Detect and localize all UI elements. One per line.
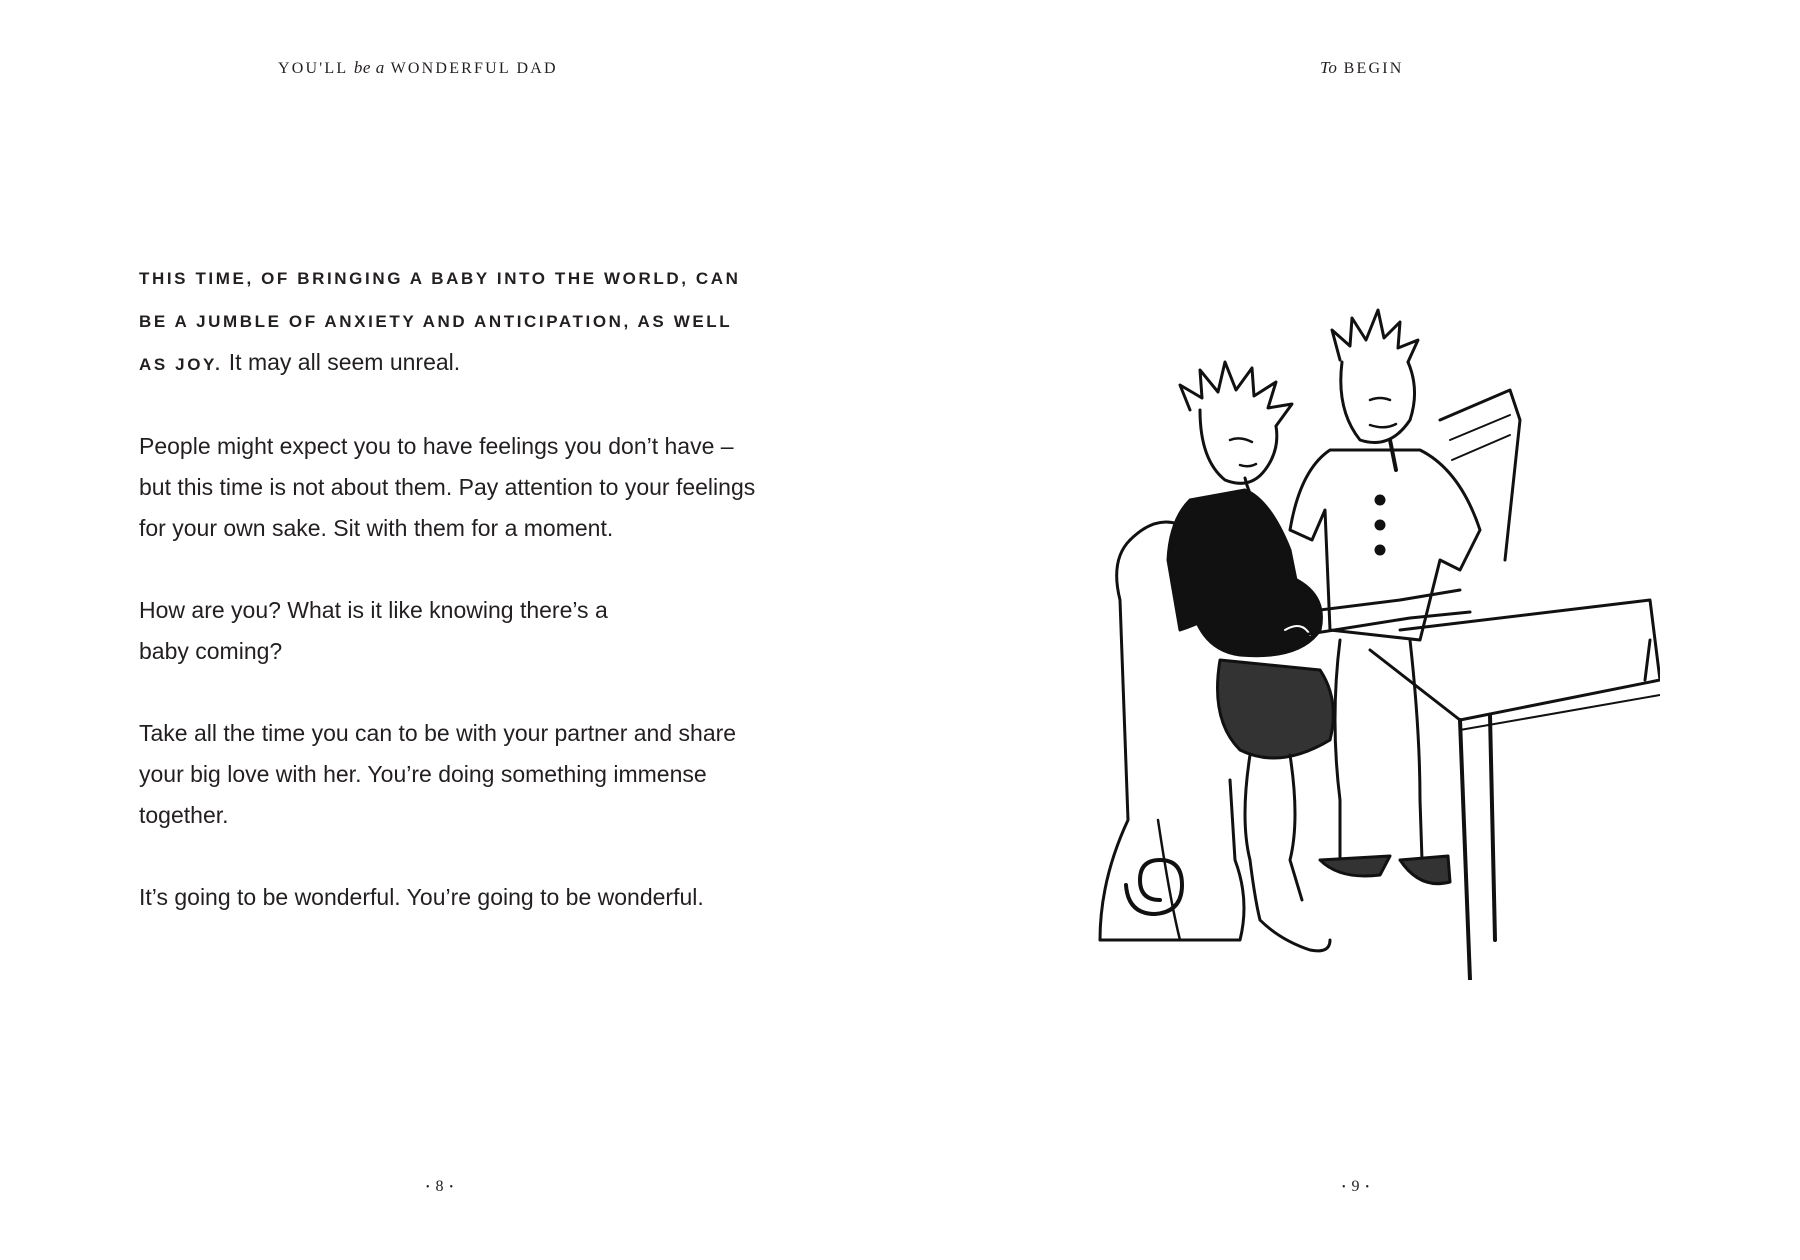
paragraph-1-rest: It may all seem unreal.: [222, 349, 461, 375]
body-text: [139, 256, 759, 959]
paragraph-5: It’s going to be wonderful. You’re going to be wonderful.: [139, 884, 704, 910]
running-head-chapter-title: [1320, 58, 1404, 78]
page-number-right: • 9 •: [1342, 1178, 1370, 1195]
page-number-left-value: 8: [435, 1178, 444, 1195]
sketch-illustration-icon: [1040, 300, 1660, 980]
right-page: [900, 0, 1800, 1260]
page-number-left: • 8 •: [426, 1178, 454, 1195]
running-head-chapter-part-2: BEGIN: [1343, 60, 1404, 77]
running-head-chapter-part-1: To: [1320, 58, 1338, 77]
page-number-right-value: 9: [1351, 1178, 1360, 1195]
paragraph-3: How are you? What is it like knowing there’s a baby coming?: [139, 597, 608, 664]
running-head-part-2: be a: [353, 58, 385, 77]
paragraph-1: [139, 256, 759, 385]
running-head-part-3: WONDERFUL DAD: [390, 60, 558, 77]
running-head-book-title: [278, 58, 558, 78]
paragraph-lead-caps: THIS TIME, OF BRINGING A BABY INTO THE WORLD, CAN BE A JUMBLE OF ANXIETY AND ANTICIPATION, AS WELL AS JOY.: [139, 269, 741, 374]
paragraph-2: People might expect you to have feelings you don’t have – but this time is not about them. Pay attention to your feelings for your own sake. Sit with them for a moment.: [139, 433, 756, 541]
running-head-part-1: YOU'LL: [278, 60, 348, 77]
paragraph-4: Take all the time you can to be with your partner and share your big love with her. You’re doing something immense together.: [139, 720, 737, 828]
